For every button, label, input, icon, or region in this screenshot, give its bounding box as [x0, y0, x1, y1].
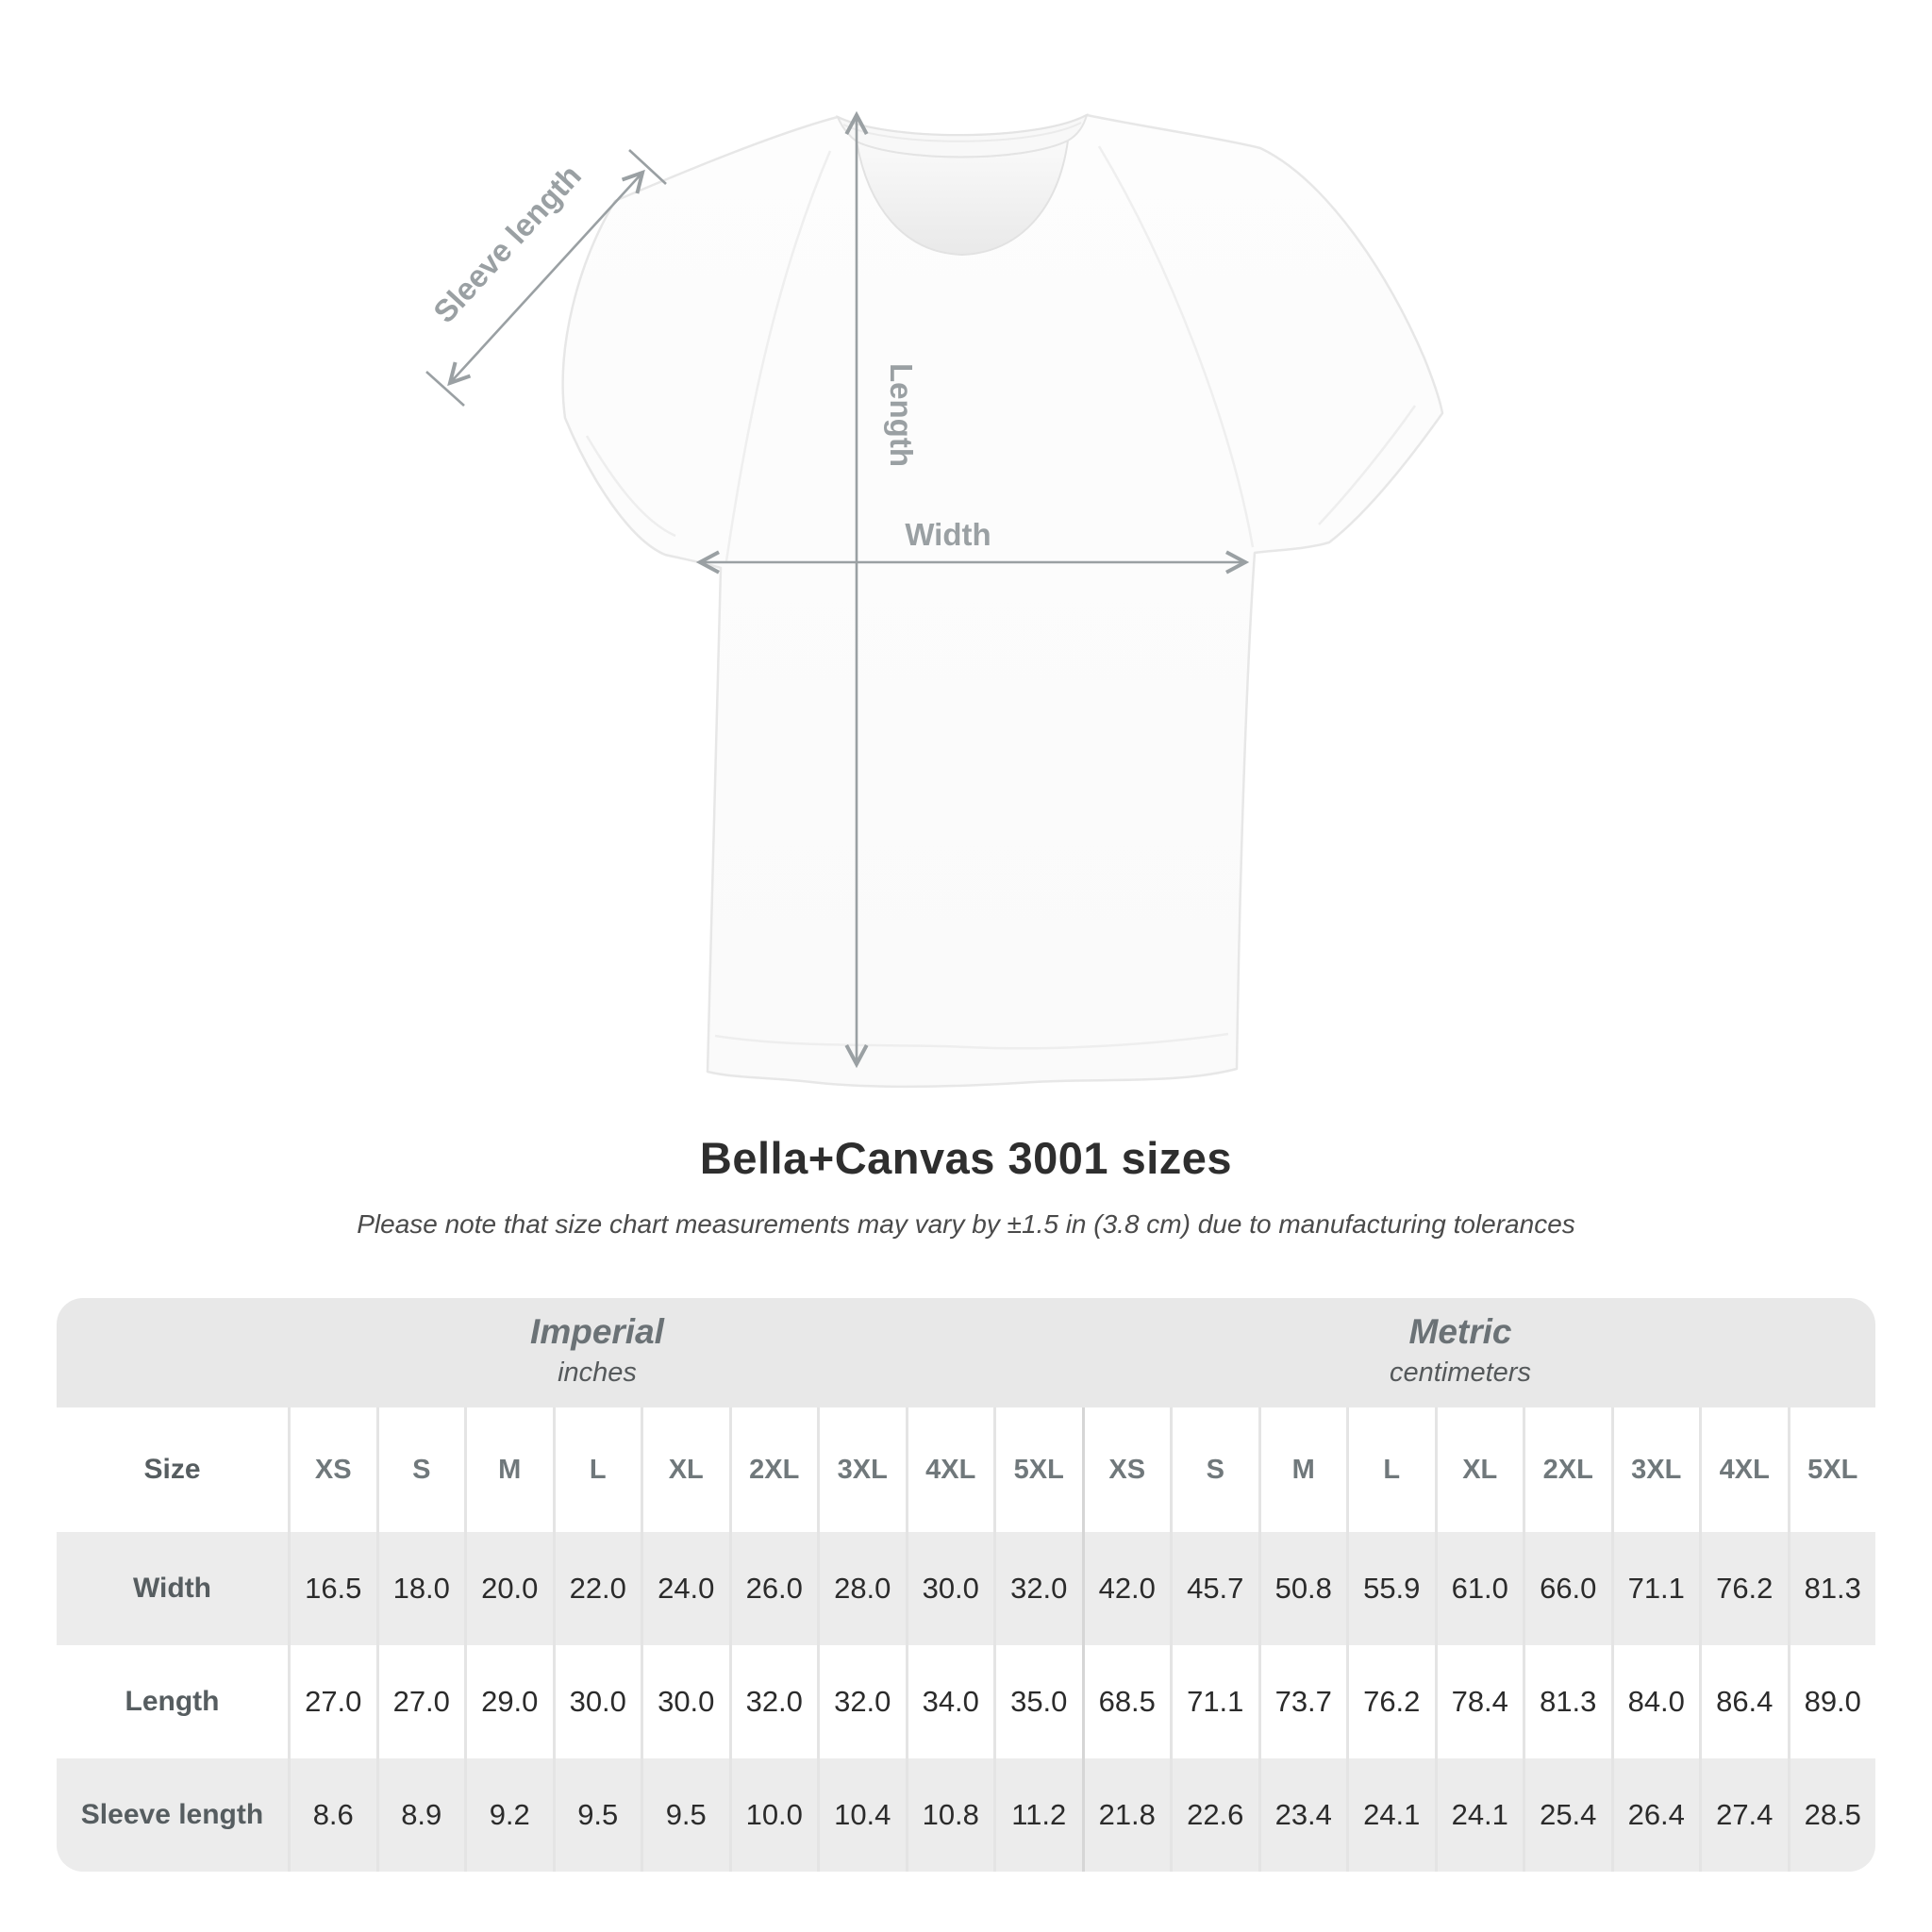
value-cell: 28.5	[1788, 1758, 1876, 1872]
value-cell: 35.0	[993, 1645, 1082, 1758]
value-cell: 9.2	[464, 1758, 553, 1872]
value-cell: 22.0	[553, 1532, 641, 1645]
length-label: Length	[884, 363, 919, 467]
value-cell: 26.0	[729, 1532, 818, 1645]
value-cell: 84.0	[1611, 1645, 1700, 1758]
size-header-cell: XS	[1082, 1407, 1171, 1532]
row-label: Sleeve length	[80, 1799, 264, 1830]
value-cell: 20.0	[464, 1532, 553, 1645]
value-cell: 21.8	[1082, 1758, 1171, 1872]
value-cell: 76.2	[1346, 1645, 1435, 1758]
value-cell: 23.4	[1258, 1758, 1347, 1872]
tshirt-photo	[563, 115, 1442, 1087]
sleeve-length-label: Sleeve length	[426, 158, 589, 330]
value-cell: 28.0	[817, 1532, 906, 1645]
value-cell: 16.5	[288, 1532, 376, 1645]
value-cell: 22.6	[1170, 1758, 1258, 1872]
size-header-cell: M	[464, 1407, 553, 1532]
table-row-width	[57, 1532, 1875, 1645]
page-title: Bella+Canvas 3001 sizes	[699, 1133, 1233, 1183]
value-cell: 11.2	[993, 1758, 1082, 1872]
size-header-cell: 2XL	[729, 1407, 818, 1532]
size-header-cell: 5XL	[993, 1407, 1082, 1532]
value-cell: 81.3	[1788, 1532, 1876, 1645]
size-header-cell: S	[376, 1407, 465, 1532]
value-cell: 71.1	[1611, 1532, 1700, 1645]
value-cell: 29.0	[464, 1645, 553, 1758]
value-cell: 24.1	[1346, 1758, 1435, 1872]
size-header-cell: XL	[641, 1407, 729, 1532]
table-row-length	[57, 1645, 1875, 1758]
size-header-cell: 5XL	[1788, 1407, 1876, 1532]
value-cell: 32.0	[993, 1532, 1082, 1645]
value-cell: 86.4	[1699, 1645, 1788, 1758]
value-cell: 30.0	[553, 1645, 641, 1758]
value-cell: 26.4	[1611, 1758, 1700, 1872]
metric-unit-label: centimeters	[1390, 1357, 1531, 1388]
sleeve-length-endcap-upper	[629, 150, 666, 184]
value-cell: 8.6	[288, 1758, 376, 1872]
size-header-cell: 2XL	[1523, 1407, 1611, 1532]
value-cell: 89.0	[1788, 1645, 1876, 1758]
value-cell: 24.1	[1435, 1758, 1524, 1872]
imperial-group-header	[530, 1309, 664, 1391]
value-cell: 30.0	[641, 1645, 729, 1758]
sleeve-length-endcap-lower	[426, 372, 464, 406]
value-cell: 27.0	[376, 1645, 465, 1758]
imperial-unit-label: inches	[558, 1357, 637, 1388]
size-header-cell: M	[1258, 1407, 1347, 1532]
value-cell: 61.0	[1435, 1532, 1524, 1645]
unit-header-band	[57, 1298, 1875, 1407]
value-cell: 32.0	[729, 1645, 818, 1758]
value-cell: 10.0	[729, 1758, 818, 1872]
value-cell: 9.5	[553, 1758, 641, 1872]
value-cell: 66.0	[1523, 1532, 1611, 1645]
size-header-cell: 3XL	[817, 1407, 906, 1532]
value-cell: 8.9	[376, 1758, 465, 1872]
value-cell: 9.5	[641, 1758, 729, 1872]
page-subtitle: Please note that size chart measurements may vary by ±1.5 in (3.8 cm) due to manufacturing tolerances	[357, 1209, 1575, 1239]
value-cell: 50.8	[1258, 1532, 1347, 1645]
size-table	[57, 1298, 1875, 1872]
metric-group-header	[1390, 1309, 1531, 1391]
value-cell: 45.7	[1170, 1532, 1258, 1645]
value-cell: 71.1	[1170, 1645, 1258, 1758]
imperial-label: Imperial	[530, 1312, 664, 1351]
tshirt-body	[563, 115, 1442, 1087]
value-cell: 18.0	[376, 1532, 465, 1645]
size-header-cell: XS	[288, 1407, 376, 1532]
size-header-cell: 4XL	[1699, 1407, 1788, 1532]
row-label: Width	[132, 1573, 212, 1604]
value-cell: 27.4	[1699, 1758, 1788, 1872]
value-cell: 42.0	[1082, 1532, 1171, 1645]
size-header-row	[57, 1407, 1875, 1532]
value-cell: 27.0	[288, 1645, 376, 1758]
size-header-cell: L	[553, 1407, 641, 1532]
value-cell: 34.0	[906, 1645, 994, 1758]
value-cell: 30.0	[906, 1532, 994, 1645]
value-cell: 10.8	[906, 1758, 994, 1872]
size-header-cell: XL	[1435, 1407, 1524, 1532]
size-header-cell: 3XL	[1611, 1407, 1700, 1532]
table-row-sleeve-length	[57, 1758, 1875, 1872]
value-cell: 32.0	[817, 1645, 906, 1758]
value-cell: 24.0	[641, 1532, 729, 1645]
row-label: Length	[125, 1686, 220, 1717]
value-cell: 68.5	[1082, 1645, 1171, 1758]
width-label: Width	[905, 517, 991, 552]
size-header-cell: 4XL	[906, 1407, 994, 1532]
value-cell: 73.7	[1258, 1645, 1347, 1758]
size-header-cell: L	[1346, 1407, 1435, 1532]
size-column-header: Size	[143, 1454, 201, 1485]
value-cell: 55.9	[1346, 1532, 1435, 1645]
value-cell: 81.3	[1523, 1645, 1611, 1758]
metric-label: Metric	[1408, 1312, 1512, 1351]
value-cell: 76.2	[1699, 1532, 1788, 1645]
value-cell: 10.4	[817, 1758, 906, 1872]
value-cell: 78.4	[1435, 1645, 1524, 1758]
value-cell: 25.4	[1523, 1758, 1611, 1872]
size-header-cell: S	[1170, 1407, 1258, 1532]
